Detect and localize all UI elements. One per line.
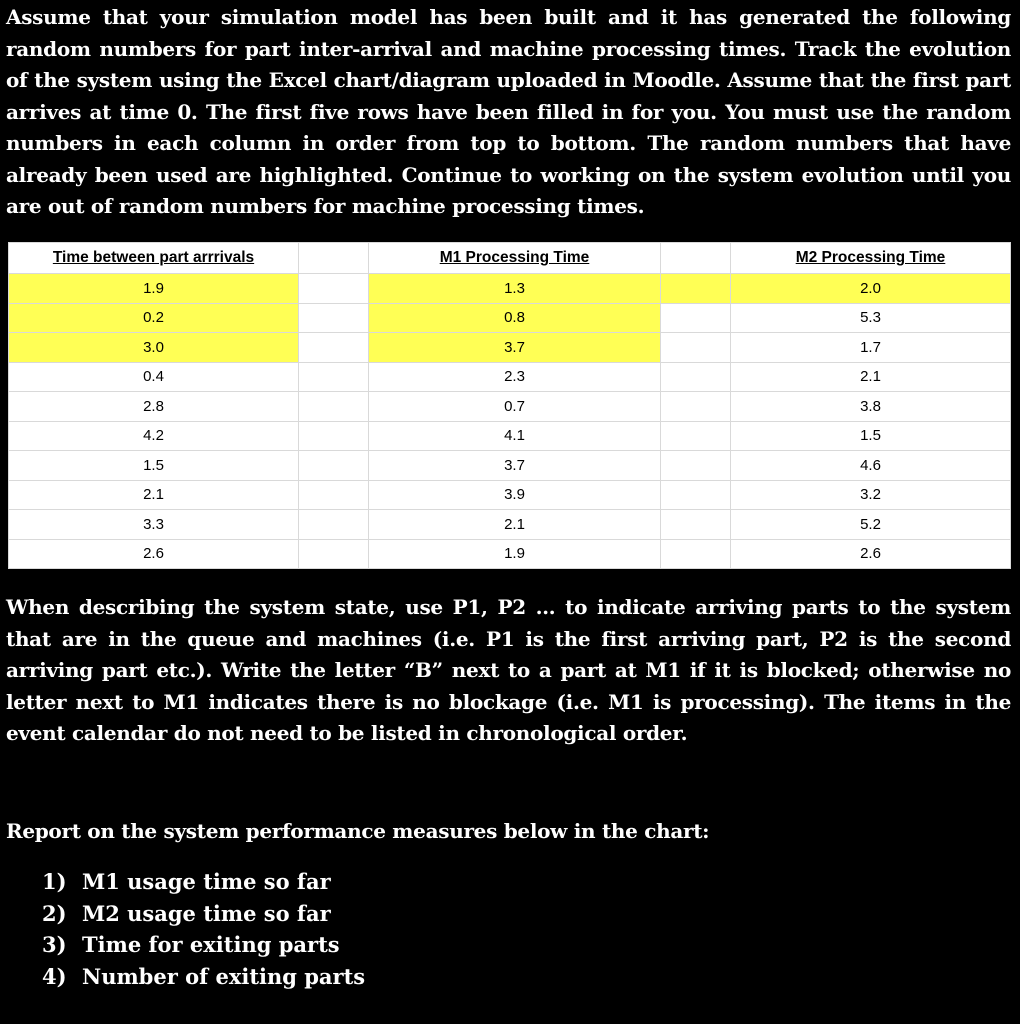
m1-cell: 3.9 (369, 480, 661, 510)
m2-cell: 1.5 (731, 421, 1011, 451)
table-row (9, 392, 1011, 422)
spacer-cell (299, 392, 369, 422)
interarrival-cell: 1.5 (9, 451, 299, 481)
interarrival-cell: 2.1 (9, 480, 299, 510)
m2-cell: 3.2 (731, 480, 1011, 510)
spacer-cell (299, 274, 369, 304)
interarrival-cell: 2.8 (9, 392, 299, 422)
m1-cell: 1.9 (369, 539, 661, 569)
table-row (9, 333, 1011, 363)
spacer-cell (661, 539, 731, 569)
table-row (9, 451, 1011, 481)
m1-cell: 0.7 (369, 392, 661, 422)
measures-list (42, 866, 365, 992)
header-spacer (299, 243, 369, 274)
m2-cell: 4.6 (731, 451, 1011, 481)
instructions-paragraph: When describing the system state, use P1, P2 … to indicate arriving parts to the system that are in the queue and machines (i.e. P1 is the first arriving part, P2 is the second arriving part etc.). Write the letter “B” next to a part at M1 if it is blocked; otherwise no letter next to M1 indicates there is no blockage (i.e. M1 is processing). The items in the event calendar do not need to be listed in chronological order. (6, 595, 1011, 745)
table-row (9, 421, 1011, 451)
header-interarrival: Time between part arrrivals (9, 243, 299, 274)
interarrival-cell: 3.3 (9, 510, 299, 540)
spacer-cell (661, 480, 731, 510)
header-m2-processing: M2 Processing Time (731, 243, 1011, 274)
m1-cell: 1.3 (369, 274, 661, 304)
spacer-cell (299, 480, 369, 510)
m1-cell: 4.1 (369, 421, 661, 451)
table-row (9, 362, 1011, 392)
m1-cell: 2.1 (369, 510, 661, 540)
spacer-cell (299, 421, 369, 451)
m1-cell: 3.7 (369, 333, 661, 363)
m1-cell: 0.8 (369, 303, 661, 333)
spacer-cell (299, 539, 369, 569)
interarrival-cell: 2.6 (9, 539, 299, 569)
m1-cell: 3.7 (369, 451, 661, 481)
spacer-cell (299, 362, 369, 392)
table-row (9, 274, 1011, 304)
list-item: 3) Time for exiting parts (42, 932, 340, 957)
m2-cell: 2.6 (731, 539, 1011, 569)
interarrival-cell: 4.2 (9, 421, 299, 451)
m2-cell: 3.8 (731, 392, 1011, 422)
spacer-cell (299, 510, 369, 540)
m2-cell: 2.1 (731, 362, 1011, 392)
intro-paragraph: Assume that your simulation model has been built and it has generated the following random numbers for part inter-arrival and machine processing times. Track the evolution of the system using the Excel chart/diagram uploaded in Moodle. Assume that the first part arrives at time 0. The first five rows have been filled in for you. You must use the random numbers in each column in order from top to bottom. The random numbers that have already been used are highlighted. Continue to working on the system evolution until you are out of random numbers for machine processing times. (6, 5, 1011, 218)
m2-cell: 1.7 (731, 333, 1011, 363)
spacer-cell (661, 510, 731, 540)
spacer-cell (661, 333, 731, 363)
m2-cell: 5.2 (731, 510, 1011, 540)
interarrival-cell: 1.9 (9, 274, 299, 304)
m2-cell: 2.0 (731, 274, 1011, 304)
table-row (9, 480, 1011, 510)
spacer-cell (299, 303, 369, 333)
table-row (9, 539, 1011, 569)
interarrival-cell: 3.0 (9, 333, 299, 363)
m1-cell: 2.3 (369, 362, 661, 392)
m2-cell: 5.3 (731, 303, 1011, 333)
interarrival-cell: 0.2 (9, 303, 299, 333)
spacer-cell (661, 362, 731, 392)
list-item: 2) M2 usage time so far (42, 900, 331, 926)
table-row (9, 510, 1011, 540)
spacer-cell (661, 274, 731, 304)
random-numbers-table (8, 242, 1010, 569)
spacer-cell (299, 333, 369, 363)
list-item: 1) M1 usage time so far (42, 869, 331, 894)
header-spacer (661, 243, 731, 274)
list-item: 4) Number of exiting parts (42, 963, 366, 989)
spacer-cell (661, 451, 731, 481)
table-row (9, 303, 1011, 333)
spacer-cell (661, 303, 731, 333)
spacer-cell (661, 392, 731, 422)
header-m1-processing: M1 Processing Time (369, 243, 661, 274)
table-header-row (9, 243, 1011, 274)
spacer-cell (661, 421, 731, 451)
spacer-cell (299, 451, 369, 481)
interarrival-cell: 0.4 (9, 362, 299, 392)
report-heading: Report on the system performance measures below in the chart: (6, 819, 710, 843)
